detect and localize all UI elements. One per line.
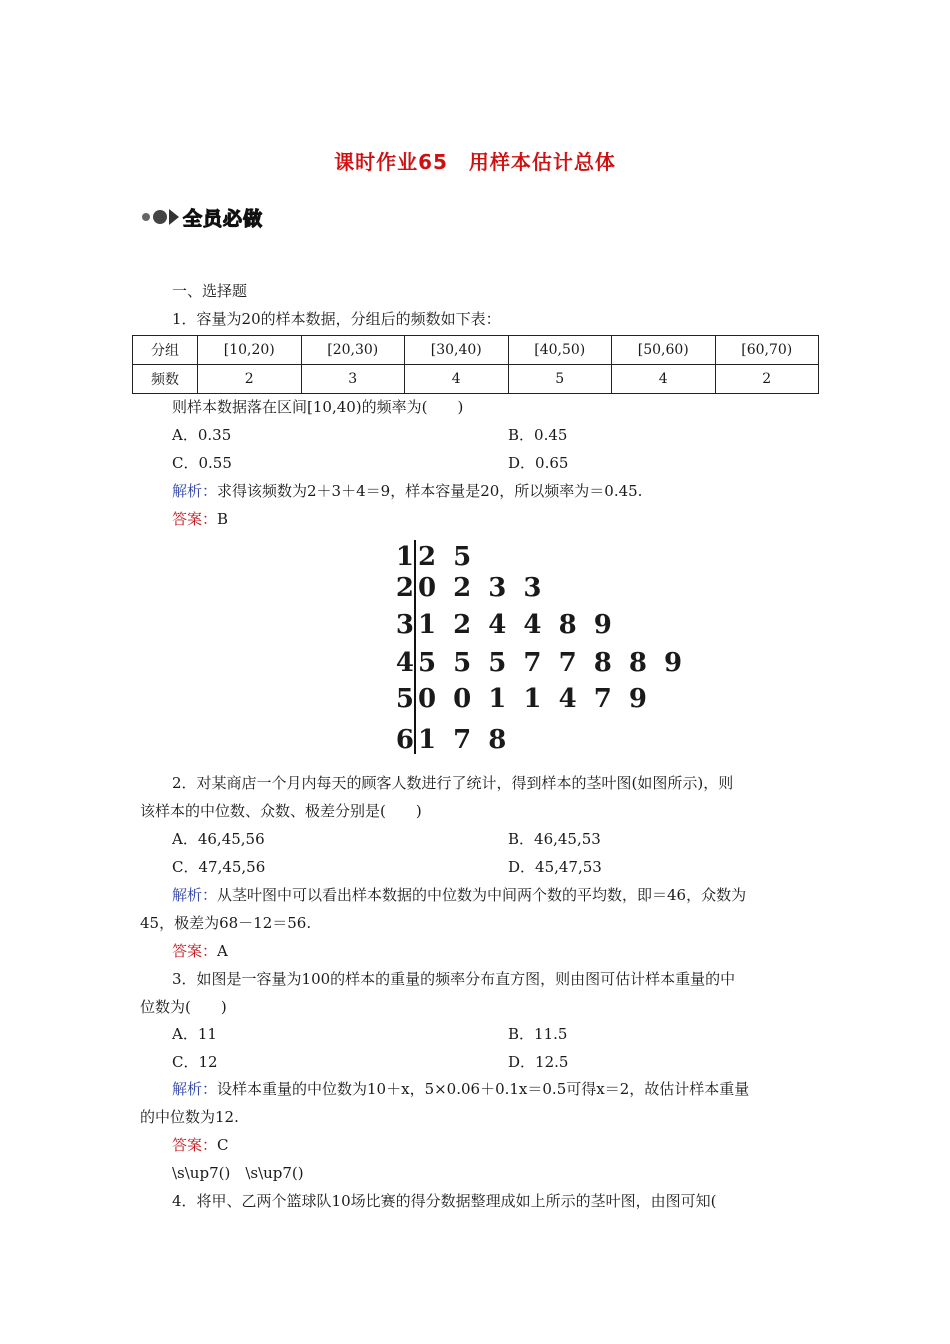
q2-answer: [172, 941, 228, 961]
leaf-values: 5 5 5 7 7 8 8 9: [418, 648, 687, 678]
q1-question: 则样本数据落在区间[10,40)的频率为( ): [172, 398, 464, 416]
section-heading: 一、选择题: [172, 282, 248, 300]
q1-analysis: [172, 481, 642, 501]
stem-value: 3: [395, 610, 414, 640]
page-title: 课时作业65 用样本估计总体: [334, 150, 616, 174]
table-cell: 2: [198, 365, 302, 394]
q1-option-a: A．0.35: [172, 426, 232, 444]
analysis-label: 解析：: [172, 482, 218, 500]
stem-value: 5: [395, 684, 414, 714]
q3-line2: 位数为( ): [140, 998, 227, 1016]
table-cell: [30,40): [405, 336, 509, 365]
q2-analysis: [172, 885, 746, 905]
section-banner: [142, 204, 263, 230]
analysis-text: 求得该频数为2＋3＋4＝9，样本容量是20，所以频率为＝0.45.: [217, 482, 643, 500]
table-cell: [60,70): [715, 336, 819, 365]
stem-value: 2: [395, 573, 414, 603]
table-cell: 5: [508, 365, 612, 394]
q1-option-c: C．0.55: [172, 454, 232, 472]
q2-option-b: B．46,45,53: [508, 830, 601, 848]
table-row: [133, 365, 819, 394]
answer-label: 答案：: [172, 942, 218, 960]
q3-analysis: [172, 1079, 749, 1099]
table-cell: [40,50): [508, 336, 612, 365]
table-cell: [20,30): [301, 336, 405, 365]
leaf-values: 2 5: [418, 542, 476, 572]
analysis-label: 解析：: [172, 886, 218, 904]
leaf-values: 0 2 3 3: [418, 573, 546, 603]
q3-option-c: C．12: [172, 1053, 218, 1071]
leaf-values: 1 7 8: [418, 725, 511, 755]
q3-analysis-cont: 的中位数为12.: [140, 1108, 239, 1126]
q1-option-b: B．0.45: [508, 426, 568, 444]
analysis-text: 设样本重量的中位数为10＋x，5×0.06＋0.1x＝0.5可得x＝2，故估计样本重量: [217, 1080, 750, 1098]
q2-analysis-cont: 45，极差为68－12＝56.: [140, 914, 312, 932]
q2-option-d: D．45,47,53: [508, 858, 602, 876]
q1-stem: 1．容量为20的样本数据，分组后的频数如下表：: [172, 310, 501, 328]
analysis-text: 从茎叶图中可以看出样本数据的中位数为中间两个数的平均数，即＝46，众数为: [217, 886, 747, 904]
q1-answer: [172, 509, 228, 529]
stem-value: 1: [395, 542, 414, 572]
answer-label: 答案：: [172, 510, 218, 528]
q3-option-b: B．11.5: [508, 1025, 568, 1043]
q3-option-d: D．12.5: [508, 1053, 569, 1071]
table-header: 频数: [133, 365, 198, 394]
stem-divider: [414, 540, 416, 754]
banner-text: 全员必做: [183, 207, 264, 230]
table-cell: 2: [715, 365, 819, 394]
stem-value: 6: [395, 725, 414, 755]
table-cell: [10,20): [198, 336, 302, 365]
q1-option-d: D．0.65: [508, 454, 569, 472]
leaf-values: 1 2 4 4 8 9: [418, 610, 616, 640]
stem-value: 4: [395, 648, 414, 678]
q3-answer: [172, 1135, 229, 1155]
table-header: 分组: [133, 336, 198, 365]
q2-line2: 该样本的中位数、众数、极差分别是( ): [140, 802, 422, 820]
q2-option-c: C．47,45,56: [172, 858, 266, 876]
q4-line1: 4．将甲、乙两个篮球队10场比赛的得分数据整理成如上所示的茎叶图，由图可知(: [172, 1192, 717, 1210]
frequency-table: [132, 335, 819, 394]
table-cell: [50,60): [612, 336, 716, 365]
q2-option-a: A．46,45,56: [172, 830, 265, 848]
arrow-icon: [169, 209, 179, 225]
q3-option-a: A．11: [172, 1025, 217, 1043]
table-row: [133, 336, 819, 365]
table-cell: 4: [612, 365, 716, 394]
answer-value: B: [217, 510, 229, 528]
q3-code-line: \s\up7() \s\up7(): [172, 1164, 304, 1182]
dot-icon: [153, 210, 167, 224]
analysis-label: 解析：: [172, 1080, 218, 1098]
answer-value: A: [217, 942, 228, 960]
q2-line1: 2．对某商店一个月内每天的顾客人数进行了统计，得到样本的茎叶图(如图所示)，则: [172, 774, 734, 792]
answer-label: 答案：: [172, 1136, 218, 1154]
q3-line1: 3．如图是一容量为100的样本的重量的频率分布直方图，则由图可估计样本重量的中: [172, 970, 736, 988]
table-cell: 3: [301, 365, 405, 394]
leaf-values: 0 0 1 1 4 7 9: [418, 684, 651, 714]
table-cell: 4: [405, 365, 509, 394]
dot-icon: [142, 213, 150, 221]
answer-value: C: [217, 1136, 229, 1154]
